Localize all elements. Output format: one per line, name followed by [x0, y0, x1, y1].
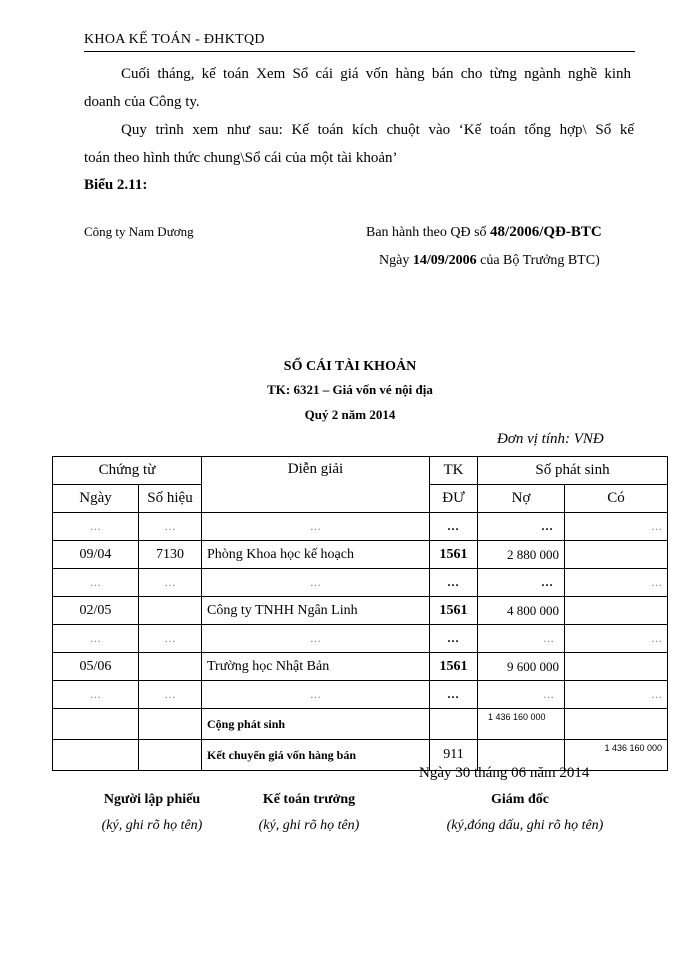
table-row-total	[53, 709, 668, 740]
cell-tk: 1561	[430, 541, 478, 569]
cell-no: 2 880 000	[478, 541, 565, 569]
ellipsis-cell: …	[202, 513, 430, 541]
table-row	[53, 541, 668, 569]
ellipsis-cell: …	[53, 513, 139, 541]
ellipsis-cell: …	[565, 625, 668, 653]
document-header: KHOA KẾ TOÁN - ĐHKTQD	[84, 32, 265, 47]
header-so-hieu: Số hiệu	[139, 485, 202, 513]
company-name: Công ty Nam Dương	[84, 224, 194, 239]
transfer-label: Kết chuyển giá vốn hàng bán	[202, 740, 430, 771]
ellipsis-cell: …	[565, 513, 668, 541]
ellipsis-cell: …	[565, 569, 668, 597]
total-label: Cộng phát sinh	[202, 709, 430, 740]
cell-so-hieu	[139, 597, 202, 625]
ellipsis-cell: …	[430, 625, 478, 653]
header-tk: TK	[430, 457, 478, 485]
header-no: Nợ	[478, 485, 565, 513]
cell-tk: 1561	[430, 597, 478, 625]
transfer-tk: 911	[430, 740, 478, 771]
header-divider	[84, 51, 635, 52]
paragraph-2-line-1: Quy trình xem như sau: Kế toán kích chuột vào ‘Kế toán tổng hợp\ Sổ kế	[121, 122, 634, 138]
unit-of-measure: Đơn vị tính: VNĐ	[497, 431, 604, 447]
ledger-title: SỔ CÁI TÀI KHOẢN	[283, 359, 417, 374]
table-row	[53, 653, 668, 681]
regulation-number: 48/2006/QĐ-BTC	[490, 224, 602, 240]
ellipsis-cell: …	[430, 681, 478, 709]
cell-dien-giai: Công ty TNHH Ngân Linh	[202, 597, 430, 625]
ellipsis-cell: …	[53, 569, 139, 597]
cell-ngay: 02/05	[53, 597, 139, 625]
header-so-phat-sinh: Số phát sinh	[478, 457, 668, 485]
signature-note-director: (ký,đóng dấu, ghi rõ họ tên)	[446, 818, 604, 833]
cell-no: 4 800 000	[478, 597, 565, 625]
header-dien-giai: Diễn giải	[202, 457, 430, 513]
ellipsis-cell: …	[565, 681, 668, 709]
figure-label: Biểu 2.11:	[84, 177, 148, 193]
signature-note-chief-accountant: (ký, ghi rõ họ tên)	[258, 818, 360, 833]
cell-so-hieu	[139, 653, 202, 681]
paragraph-1-line-2: doanh của Công ty.	[84, 94, 200, 110]
ellipsis-cell: …	[139, 569, 202, 597]
cell-ngay: 09/04	[53, 541, 139, 569]
table-row-ellipsis	[53, 625, 668, 653]
ellipsis-cell: …	[478, 681, 565, 709]
ellipsis-cell: …	[202, 569, 430, 597]
regulation-prefix: Ban hành theo QĐ số	[366, 225, 491, 240]
cell-so-hieu: 7130	[139, 541, 202, 569]
table-header-row-1	[53, 457, 668, 485]
regulation-date-prefix: Ngày	[379, 253, 413, 268]
ledger-period: Quý 2 năm 2014	[304, 407, 396, 422]
cell-co	[565, 597, 668, 625]
regulation-line-2	[379, 253, 600, 269]
table-row	[53, 597, 668, 625]
table-row-ellipsis	[53, 569, 668, 597]
ellipsis-cell: …	[53, 625, 139, 653]
total-no: 1 436 160 000	[478, 709, 565, 740]
cell-co	[565, 653, 668, 681]
ellipsis-cell: …	[478, 569, 565, 597]
ellipsis-cell: …	[478, 513, 565, 541]
regulation-line-1	[366, 224, 602, 241]
ellipsis-cell: …	[430, 513, 478, 541]
cell-no: 9 600 000	[478, 653, 565, 681]
header-ngay: Ngày	[53, 485, 139, 513]
cell-dien-giai: Trường học Nhật Bản	[202, 653, 430, 681]
ledger-account: TK: 6321 – Giá vốn vé nội địa	[267, 382, 433, 397]
ellipsis-cell: …	[139, 681, 202, 709]
paragraph-1-line-1: Cuối tháng, kế toán Xem Sổ cái giá vốn hàng bán cho từng ngành nghề kinh	[121, 66, 631, 82]
regulation-date: 14/09/2006	[412, 253, 477, 268]
header-chung-tu: Chứng từ	[53, 457, 202, 485]
signature-title-director: Giám đốc	[491, 792, 549, 807]
header-du: ĐƯ	[430, 485, 478, 513]
transfer-co: 1 436 160 000	[565, 740, 668, 771]
date-line: Ngày 30 tháng 06 năm 2014	[419, 765, 590, 781]
ellipsis-cell: …	[139, 513, 202, 541]
signature-title-chief-accountant: Kế toán trưởng	[262, 792, 356, 807]
ellipsis-cell: …	[202, 681, 430, 709]
cell-co	[565, 541, 668, 569]
ellipsis-cell: …	[139, 625, 202, 653]
cell-ngay: 05/06	[53, 653, 139, 681]
signature-note-preparer: (ký, ghi rõ họ tên)	[101, 818, 203, 833]
signature-title-preparer: Người lập phiếu	[103, 792, 201, 807]
table-row-ellipsis	[53, 681, 668, 709]
table-row-ellipsis	[53, 513, 668, 541]
ellipsis-cell: …	[53, 681, 139, 709]
paragraph-2-line-2: toán theo hình thức chung\Sổ cái của một tài khoản’	[84, 150, 398, 166]
ledger-table	[52, 456, 668, 771]
header-co: Có	[565, 485, 668, 513]
cell-tk: 1561	[430, 653, 478, 681]
ellipsis-cell: …	[430, 569, 478, 597]
ellipsis-cell: …	[202, 625, 430, 653]
regulation-date-suffix: của Bộ Trưởng BTC)	[476, 253, 600, 268]
ellipsis-cell: …	[478, 625, 565, 653]
cell-dien-giai: Phòng Khoa học kế hoạch	[202, 541, 430, 569]
